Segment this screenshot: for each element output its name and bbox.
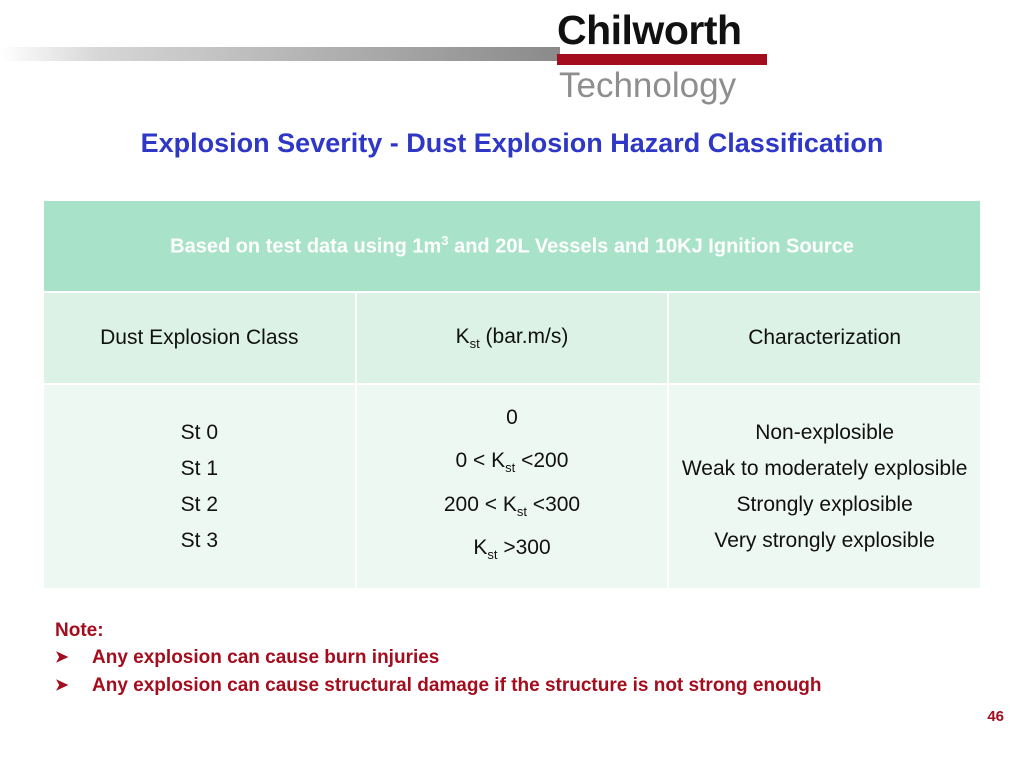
kst-sub: st	[516, 503, 527, 519]
kst-sub: st	[469, 336, 480, 352]
table-header	[43, 200, 981, 292]
column-header-characterization: Characterization	[668, 292, 981, 384]
kst-sub: st	[505, 460, 516, 476]
header-prefix: Based on test data using 1m	[170, 235, 442, 258]
note-item	[55, 644, 822, 672]
kst-text: <200	[515, 449, 569, 473]
note-label: Note:	[55, 620, 104, 641]
note-item	[55, 672, 822, 700]
kst-text: <300	[526, 492, 581, 516]
kst-text: 0 < K	[455, 449, 506, 473]
decorative-gradient-bar	[0, 47, 560, 61]
page-number: 46	[987, 708, 1004, 725]
class-cell	[43, 384, 356, 589]
kst-value	[357, 487, 668, 530]
column-header-kst	[356, 292, 669, 384]
class-value: St 1	[180, 456, 218, 480]
arrow-bullet-icon: ➤	[55, 649, 69, 666]
kst-value	[357, 443, 668, 486]
class-value: St 2	[180, 492, 218, 516]
kst-unit: (bar.m/s)	[479, 324, 569, 348]
arrow-bullet-icon: ➤	[55, 677, 69, 694]
header-superscript: 3	[441, 233, 449, 249]
kst-text: K	[473, 535, 488, 559]
kst-value	[357, 400, 668, 443]
characterization-value: Non-explosible	[755, 420, 895, 444]
characterization-value: Very strongly explosible	[714, 528, 935, 552]
kst-text: 0	[506, 406, 518, 430]
kst-main: K	[455, 324, 470, 348]
characterization-cell	[668, 384, 981, 589]
characterization-value: Weak to moderately explosible	[681, 456, 968, 480]
logo-rule	[557, 54, 767, 65]
logo-name: Chilworth	[557, 7, 742, 53]
note-text: Any explosion can cause burn injuries	[92, 647, 440, 668]
header-suffix: and 20L Vessels and 10KJ Ignition Source	[448, 235, 854, 258]
classification-table	[42, 199, 982, 590]
kst-text: >300	[497, 535, 551, 559]
logo-subtitle: Technology	[559, 66, 737, 105]
kst-text: 200 < K	[443, 492, 517, 516]
kst-sub: st	[487, 546, 498, 562]
column-header-class: Dust Explosion Class	[43, 292, 356, 384]
slide-title: Explosion Severity - Dust Explosion Hazard Classification	[140, 128, 884, 158]
class-value: St 0	[180, 420, 218, 444]
characterization-value: Strongly explosible	[736, 492, 913, 516]
kst-cell	[356, 384, 669, 589]
kst-value	[357, 530, 668, 573]
class-value: St 3	[180, 528, 218, 552]
chilworth-logo	[557, 6, 767, 106]
note-text: Any explosion can cause structural damage if the structure is not strong enough	[92, 675, 822, 696]
note-block	[55, 618, 822, 700]
